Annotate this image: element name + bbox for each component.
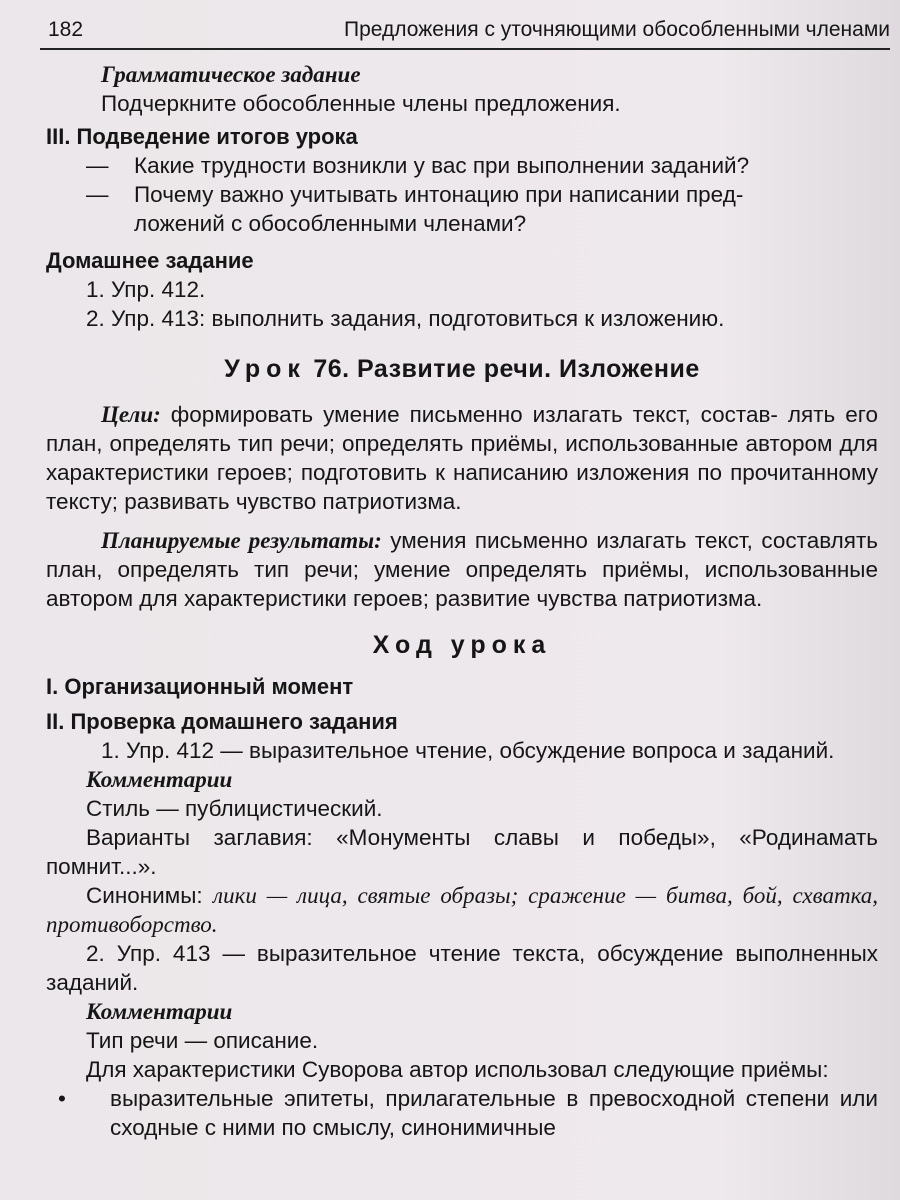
homework-title: Домашнее задание [46,248,254,273]
grammar-task-heading: Грамматическое задание [101,62,361,87]
section-3-title: III. Подведение итогов урока [46,124,358,149]
style-line: Стиль — публицистический. [86,796,383,821]
goals-text-rest: лять его план, определять тип речи; определять приёмы, использованные автором для характеристики героев; подготовить к написанию изложения по прочитанному тексту; развивать чувство патриотизма. [46,402,878,514]
goals-label: Цели: [101,402,161,427]
comments-1-heading: Комментарии [86,767,233,792]
question-1 [46,151,878,180]
question-2-line-1: Почему важно учитывать интонацию при написании пред- [134,182,744,207]
lesson-label: Урок [224,355,306,383]
lesson-title-text: 76. Развитие речи. Изложение [313,355,700,383]
homework-item-2: 2. Упр. 413: выполнить задания, подготовиться к изложению. [86,306,725,331]
question-2 [46,180,878,209]
running-title: Предложения с уточняющими обособленными членами [344,18,890,41]
synonyms-label: Синонимы: [86,883,203,908]
page-number: 182 [48,18,84,41]
page-content [46,60,878,1142]
question-1-text: Какие трудности возникли у вас при выполнении заданий? [134,153,750,178]
results-text: умения письменно излагать текст, составлять план, определять тип речи; умение определять приёмы, использованные автором для характеристики героев; развитие чувства патриотизма. [46,528,878,611]
course-title: Ход урока [372,631,552,659]
synonyms-paragraph [46,881,878,939]
comments-2-heading: Комментарии [86,999,233,1024]
exercise-1-text: 1. Упр. 412 — выразительное чтение, обсуждение вопроса и заданий. [101,738,835,763]
bullet-item-1-text: выразительные эпитеты, прилагательные в превосходной степени или сходные с ними по смыслу, синонимичные [110,1086,878,1140]
goals-text-first: формировать умение письменно излагать текст, состав- [170,402,778,427]
question-2-continued: ложений с обособленными членами? [134,211,527,236]
homework-item-1: 1. Упр. 412. [86,277,206,302]
section-1-title: I. Организационный момент [46,674,354,699]
dash-mark: — [86,153,109,178]
page-header [40,14,890,50]
goals-paragraph [46,400,878,516]
suvorov-line: Для характеристики Суворова автор использовал следующие приёмы: [86,1057,829,1082]
synonyms-text: лики — лица, святые образы; сражение — битва, бой, схватка, противоборство. [46,883,878,937]
exercise-2-text: 2. Упр. 413 — выразительное чтение текста, обсуждение выполненных заданий. [46,941,878,995]
grammar-task-text: Подчеркните обособленные члены предложения. [101,91,621,116]
bullet-item-1 [46,1084,878,1142]
dash-mark: — [86,182,109,207]
bullet-mark: • [58,1086,66,1111]
variants-line: Варианты заглавия: «Монументы славы и победы», «Родинамать помнит...». [46,825,878,879]
lesson-title [46,355,878,384]
section-2-title: II. Проверка домашнего задания [46,709,398,734]
results-label: Планируемые результаты: [101,528,382,553]
speech-type-line: Тип речи — описание. [86,1028,319,1053]
results-paragraph [46,526,878,613]
